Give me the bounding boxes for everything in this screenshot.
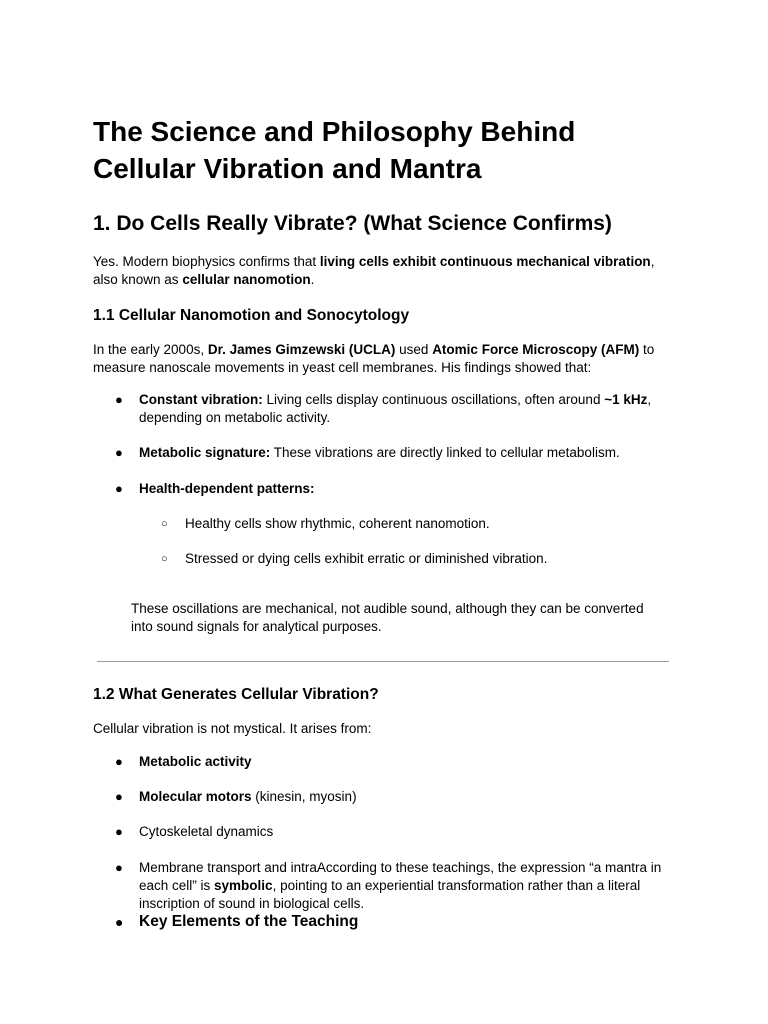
section-1-2-heading: 1.2 What Generates Cellular Vibration? — [93, 686, 379, 703]
bullet-icon: ● — [115, 789, 123, 804]
bullet-icon: ● — [115, 860, 123, 875]
bullet-icon: ● — [115, 914, 124, 930]
section-1-heading: 1. Do Cells Really Vibrate? (What Science Confirms) — [93, 212, 612, 235]
section-1-intro: Yes. Modern biophysics confirms that living cells exhibit continuous mechanical vibration, also known as cellular nanomotion. — [93, 254, 655, 287]
bullet-icon: ● — [115, 392, 123, 407]
section-1-2-intro: Cellular vibration is not mystical. It arises from: — [93, 721, 372, 736]
bullet-icon: ● — [115, 754, 123, 769]
circle-bullet-icon: ○ — [161, 518, 168, 530]
horizontal-divider — [97, 661, 669, 662]
circle-bullet-icon: ○ — [161, 553, 168, 565]
bullet-icon: ● — [115, 445, 123, 460]
section-1-1-intro: In the early 2000s, Dr. James Gimzewski (UCLA) used Atomic Force Microscopy (AFM) to measure nanoscale movements in yeast cell membranes. His findings showed that: — [93, 342, 655, 375]
bullet-icon: ● — [115, 824, 123, 839]
key-elements-heading: Key Elements of the Teaching — [139, 913, 359, 930]
section-1-1-note: These oscillations are mechanical, not audible sound, although they can be converted into sound signals for analytical purposes. — [131, 601, 644, 634]
section-1-1-heading: 1.1 Cellular Nanomotion and Sonocytology — [93, 307, 410, 324]
bullet-icon: ● — [115, 481, 123, 496]
document-title: The Science and Philosophy Behind Cellular Vibration and Mantra — [93, 116, 576, 184]
